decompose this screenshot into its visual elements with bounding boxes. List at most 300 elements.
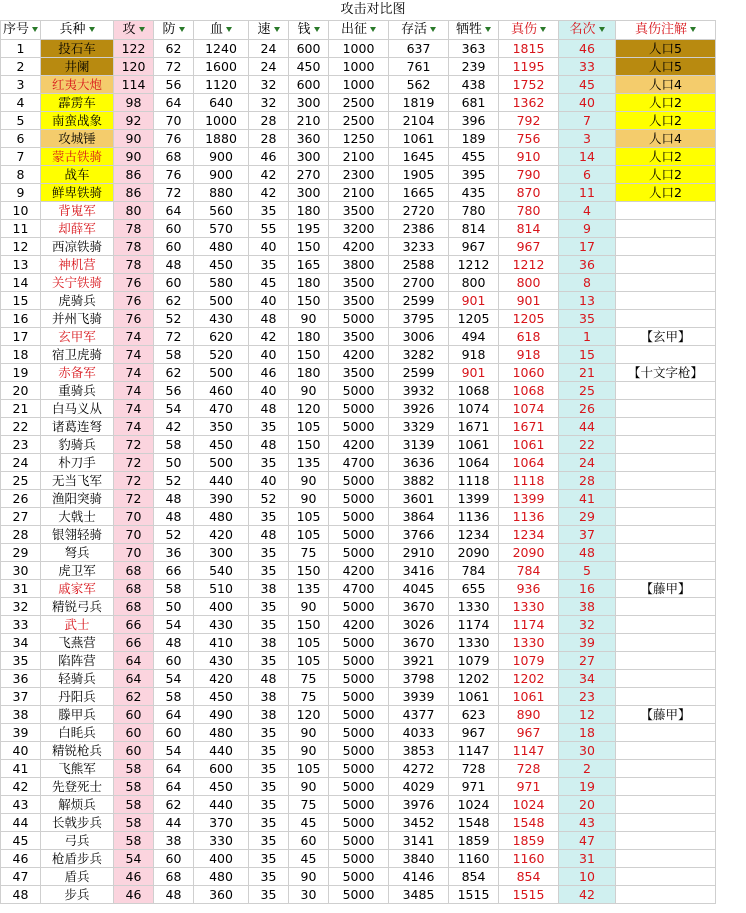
header-defense[interactable] [154,21,194,40]
cell-cost[interactable]: 180 [289,328,329,346]
cell-id[interactable]: 48 [1,886,41,904]
cell-rank[interactable]: 7 [559,112,616,130]
cell-note[interactable]: 人口4 [616,130,716,148]
cell-alive[interactable]: 637 [389,40,449,58]
cell-hp[interactable]: 500 [194,292,249,310]
cell-cost[interactable]: 180 [289,202,329,220]
cell-defense[interactable]: 52 [154,310,194,328]
cell-true-damage[interactable]: 1671 [499,418,559,436]
cell-cost[interactable]: 90 [289,382,329,400]
cell-lost[interactable]: 1136 [449,508,499,526]
cell-cost[interactable]: 90 [289,868,329,886]
cell-attack[interactable]: 86 [114,184,154,202]
cell-attack[interactable]: 74 [114,364,154,382]
cell-speed[interactable]: 38 [249,706,289,724]
cell-rank[interactable]: 14 [559,148,616,166]
cell-speed[interactable]: 28 [249,112,289,130]
cell-defense[interactable]: 62 [154,364,194,382]
cell-cost[interactable]: 300 [289,148,329,166]
cell-speed[interactable]: 48 [249,526,289,544]
cell-id[interactable]: 38 [1,706,41,724]
cell-deploy[interactable]: 5000 [329,742,389,760]
cell-deploy[interactable]: 5000 [329,634,389,652]
cell-unit-name[interactable]: 虎卫军 [41,562,114,580]
cell-deploy[interactable]: 1000 [329,76,389,94]
cell-attack[interactable]: 70 [114,508,154,526]
cell-lost[interactable]: 814 [449,220,499,238]
cell-hp[interactable]: 440 [194,472,249,490]
filter-dropdown-icon[interactable] [89,27,95,32]
cell-lost[interactable]: 967 [449,238,499,256]
cell-true-damage[interactable]: 780 [499,202,559,220]
cell-alive[interactable]: 3795 [389,310,449,328]
cell-note[interactable]: 【藤甲】 [616,706,716,724]
cell-speed[interactable]: 38 [249,634,289,652]
cell-note[interactable] [616,256,716,274]
cell-attack[interactable]: 90 [114,130,154,148]
cell-note[interactable]: 人口4 [616,76,716,94]
cell-attack[interactable]: 64 [114,652,154,670]
cell-lost[interactable]: 1024 [449,796,499,814]
cell-alive[interactable]: 4272 [389,760,449,778]
cell-note[interactable]: 人口2 [616,184,716,202]
cell-true-damage[interactable]: 1859 [499,832,559,850]
cell-cost[interactable]: 75 [289,688,329,706]
cell-lost[interactable]: 1399 [449,490,499,508]
cell-hp[interactable]: 430 [194,652,249,670]
cell-defense[interactable]: 54 [154,742,194,760]
cell-id[interactable]: 37 [1,688,41,706]
cell-lost[interactable]: 189 [449,130,499,148]
cell-hp[interactable]: 540 [194,562,249,580]
cell-defense[interactable]: 60 [154,850,194,868]
cell-defense[interactable]: 48 [154,886,194,904]
cell-rank[interactable]: 1 [559,328,616,346]
cell-true-damage[interactable]: 910 [499,148,559,166]
cell-attack[interactable]: 74 [114,400,154,418]
cell-lost[interactable]: 1068 [449,382,499,400]
cell-id[interactable]: 39 [1,724,41,742]
cell-true-damage[interactable]: 1061 [499,688,559,706]
cell-cost[interactable]: 150 [289,436,329,454]
cell-defense[interactable]: 48 [154,256,194,274]
header-cost[interactable] [289,21,329,40]
cell-attack[interactable]: 120 [114,58,154,76]
cell-attack[interactable]: 60 [114,706,154,724]
cell-true-damage[interactable]: 1330 [499,634,559,652]
cell-note[interactable] [616,760,716,778]
cell-deploy[interactable]: 1000 [329,58,389,76]
cell-unit-name[interactable]: 关宁铁骑 [41,274,114,292]
cell-id[interactable]: 7 [1,148,41,166]
cell-speed[interactable]: 38 [249,580,289,598]
cell-true-damage[interactable]: 890 [499,706,559,724]
cell-lost[interactable]: 1859 [449,832,499,850]
header-alive[interactable] [389,21,449,40]
cell-cost[interactable]: 180 [289,364,329,382]
cell-rank[interactable]: 39 [559,634,616,652]
cell-id[interactable]: 1 [1,40,41,58]
cell-speed[interactable]: 35 [249,796,289,814]
cell-speed[interactable]: 48 [249,400,289,418]
cell-deploy[interactable]: 5000 [329,832,389,850]
cell-id[interactable]: 27 [1,508,41,526]
cell-cost[interactable]: 600 [289,76,329,94]
cell-id[interactable]: 31 [1,580,41,598]
cell-true-damage[interactable]: 1362 [499,94,559,112]
cell-lost[interactable]: 1671 [449,418,499,436]
cell-attack[interactable]: 74 [114,382,154,400]
cell-defense[interactable]: 64 [154,706,194,724]
cell-id[interactable]: 23 [1,436,41,454]
cell-id[interactable]: 16 [1,310,41,328]
cell-true-damage[interactable]: 814 [499,220,559,238]
cell-rank[interactable]: 28 [559,472,616,490]
cell-id[interactable]: 24 [1,454,41,472]
cell-rank[interactable]: 34 [559,670,616,688]
cell-unit-name[interactable]: 却薛军 [41,220,114,238]
cell-alive[interactable]: 3636 [389,454,449,472]
cell-hp[interactable]: 450 [194,256,249,274]
cell-hp[interactable]: 500 [194,364,249,382]
cell-attack[interactable]: 58 [114,814,154,832]
cell-cost[interactable]: 300 [289,184,329,202]
cell-attack[interactable]: 74 [114,346,154,364]
cell-rank[interactable]: 19 [559,778,616,796]
cell-speed[interactable]: 35 [249,724,289,742]
cell-rank[interactable]: 33 [559,58,616,76]
cell-note[interactable]: 人口2 [616,166,716,184]
cell-id[interactable]: 36 [1,670,41,688]
header-attack[interactable] [114,21,154,40]
cell-id[interactable]: 3 [1,76,41,94]
cell-attack[interactable]: 46 [114,868,154,886]
cell-speed[interactable]: 46 [249,364,289,382]
cell-true-damage[interactable]: 1024 [499,796,559,814]
cell-alive[interactable]: 3921 [389,652,449,670]
cell-note[interactable] [616,796,716,814]
cell-speed[interactable]: 35 [249,454,289,472]
cell-cost[interactable]: 150 [289,238,329,256]
cell-defense[interactable]: 62 [154,40,194,58]
cell-alive[interactable]: 3882 [389,472,449,490]
cell-attack[interactable]: 76 [114,292,154,310]
cell-rank[interactable]: 48 [559,544,616,562]
cell-true-damage[interactable]: 1074 [499,400,559,418]
cell-defense[interactable]: 58 [154,688,194,706]
cell-attack[interactable]: 58 [114,760,154,778]
cell-speed[interactable]: 35 [249,850,289,868]
cell-note[interactable] [616,436,716,454]
cell-unit-name[interactable]: 豹骑兵 [41,436,114,454]
cell-lost[interactable]: 1074 [449,400,499,418]
cell-attack[interactable]: 66 [114,634,154,652]
cell-true-damage[interactable]: 1174 [499,616,559,634]
cell-id[interactable]: 17 [1,328,41,346]
cell-hp[interactable]: 620 [194,328,249,346]
cell-deploy[interactable]: 3800 [329,256,389,274]
cell-id[interactable]: 21 [1,400,41,418]
cell-note[interactable]: 人口2 [616,148,716,166]
cell-speed[interactable]: 35 [249,256,289,274]
cell-defense[interactable]: 70 [154,112,194,130]
cell-speed[interactable]: 38 [249,688,289,706]
cell-id[interactable]: 26 [1,490,41,508]
cell-hp[interactable]: 1120 [194,76,249,94]
cell-cost[interactable]: 75 [289,544,329,562]
header-deploy[interactable] [329,21,389,40]
cell-lost[interactable]: 1160 [449,850,499,868]
cell-hp[interactable]: 880 [194,184,249,202]
cell-cost[interactable]: 135 [289,454,329,472]
cell-defense[interactable]: 72 [154,328,194,346]
cell-deploy[interactable]: 5000 [329,382,389,400]
cell-unit-name[interactable]: 飞燕营 [41,634,114,652]
cell-defense[interactable]: 76 [154,166,194,184]
cell-defense[interactable]: 62 [154,292,194,310]
cell-alive[interactable]: 2588 [389,256,449,274]
cell-defense[interactable]: 52 [154,526,194,544]
cell-defense[interactable]: 60 [154,220,194,238]
cell-speed[interactable]: 35 [249,508,289,526]
cell-id[interactable]: 10 [1,202,41,220]
cell-true-damage[interactable]: 971 [499,778,559,796]
cell-true-damage[interactable]: 1234 [499,526,559,544]
cell-hp[interactable]: 440 [194,796,249,814]
filter-dropdown-icon[interactable] [226,27,232,32]
cell-cost[interactable]: 105 [289,508,329,526]
cell-lost[interactable]: 918 [449,346,499,364]
cell-id[interactable]: 25 [1,472,41,490]
cell-id[interactable]: 28 [1,526,41,544]
cell-note[interactable] [616,688,716,706]
header-id[interactable] [1,21,41,40]
filter-dropdown-icon[interactable] [430,27,436,32]
cell-rank[interactable]: 13 [559,292,616,310]
cell-true-damage[interactable]: 1061 [499,436,559,454]
cell-id[interactable]: 2 [1,58,41,76]
cell-true-damage[interactable]: 1548 [499,814,559,832]
cell-true-damage[interactable]: 936 [499,580,559,598]
cell-speed[interactable]: 32 [249,76,289,94]
filter-dropdown-icon[interactable] [540,27,546,32]
filter-dropdown-icon[interactable] [139,27,145,32]
cell-note[interactable] [616,742,716,760]
cell-unit-name[interactable]: 武士 [41,616,114,634]
cell-cost[interactable]: 60 [289,832,329,850]
cell-true-damage[interactable]: 1160 [499,850,559,868]
cell-hp[interactable]: 600 [194,760,249,778]
cell-lost[interactable]: 494 [449,328,499,346]
cell-hp[interactable]: 560 [194,202,249,220]
cell-rank[interactable]: 8 [559,274,616,292]
cell-id[interactable]: 42 [1,778,41,796]
cell-id[interactable]: 14 [1,274,41,292]
cell-note[interactable] [616,238,716,256]
cell-alive[interactable]: 3853 [389,742,449,760]
cell-note[interactable] [616,544,716,562]
cell-speed[interactable]: 35 [249,886,289,904]
cell-unit-name[interactable]: 朴刀手 [41,454,114,472]
header-unit[interactable] [41,21,114,40]
cell-defense[interactable]: 68 [154,148,194,166]
cell-cost[interactable]: 45 [289,814,329,832]
cell-unit-name[interactable]: 戚家军 [41,580,114,598]
cell-rank[interactable]: 21 [559,364,616,382]
cell-true-damage[interactable]: 784 [499,562,559,580]
filter-dropdown-icon[interactable] [314,27,320,32]
cell-attack[interactable]: 72 [114,454,154,472]
cell-defense[interactable]: 38 [154,832,194,850]
cell-id[interactable]: 18 [1,346,41,364]
cell-lost[interactable]: 623 [449,706,499,724]
cell-deploy[interactable]: 5000 [329,652,389,670]
cell-deploy[interactable]: 2100 [329,184,389,202]
cell-lost[interactable]: 784 [449,562,499,580]
cell-hp[interactable]: 480 [194,724,249,742]
cell-hp[interactable]: 450 [194,688,249,706]
cell-lost[interactable]: 854 [449,868,499,886]
cell-note[interactable] [616,526,716,544]
cell-note[interactable] [616,850,716,868]
cell-unit-name[interactable]: 蒙古铁骑 [41,148,114,166]
cell-speed[interactable]: 35 [249,778,289,796]
cell-rank[interactable]: 2 [559,760,616,778]
cell-rank[interactable]: 45 [559,76,616,94]
cell-hp[interactable]: 390 [194,490,249,508]
cell-hp[interactable]: 440 [194,742,249,760]
cell-rank[interactable]: 27 [559,652,616,670]
cell-lost[interactable]: 2090 [449,544,499,562]
cell-unit-name[interactable]: 鲜卑铁骑 [41,184,114,202]
cell-id[interactable]: 13 [1,256,41,274]
cell-true-damage[interactable]: 618 [499,328,559,346]
cell-hp[interactable]: 640 [194,94,249,112]
cell-deploy[interactable]: 4200 [329,238,389,256]
cell-id[interactable]: 41 [1,760,41,778]
cell-id[interactable]: 8 [1,166,41,184]
cell-rank[interactable]: 25 [559,382,616,400]
cell-true-damage[interactable]: 918 [499,346,559,364]
cell-alive[interactable]: 3864 [389,508,449,526]
cell-unit-name[interactable]: 战车 [41,166,114,184]
cell-cost[interactable]: 135 [289,580,329,598]
cell-note[interactable]: 人口5 [616,40,716,58]
cell-true-damage[interactable]: 792 [499,112,559,130]
cell-true-damage[interactable]: 1330 [499,598,559,616]
cell-unit-name[interactable]: 弓兵 [41,832,114,850]
cell-alive[interactable]: 3452 [389,814,449,832]
cell-hp[interactable]: 400 [194,850,249,868]
cell-alive[interactable]: 2720 [389,202,449,220]
cell-hp[interactable]: 1600 [194,58,249,76]
cell-note[interactable] [616,886,716,904]
cell-speed[interactable]: 42 [249,184,289,202]
cell-rank[interactable]: 18 [559,724,616,742]
cell-cost[interactable]: 90 [289,598,329,616]
cell-deploy[interactable]: 5000 [329,544,389,562]
cell-id[interactable]: 44 [1,814,41,832]
cell-deploy[interactable]: 4200 [329,562,389,580]
cell-deploy[interactable]: 1000 [329,40,389,58]
cell-defense[interactable]: 64 [154,94,194,112]
cell-hp[interactable]: 1240 [194,40,249,58]
cell-defense[interactable]: 60 [154,238,194,256]
cell-defense[interactable]: 64 [154,760,194,778]
cell-id[interactable]: 4 [1,94,41,112]
cell-true-damage[interactable]: 1515 [499,886,559,904]
cell-alive[interactable]: 2104 [389,112,449,130]
cell-hp[interactable]: 470 [194,400,249,418]
cell-speed[interactable]: 40 [249,382,289,400]
cell-note[interactable] [616,724,716,742]
cell-true-damage[interactable]: 901 [499,292,559,310]
cell-hp[interactable]: 480 [194,868,249,886]
cell-defense[interactable]: 72 [154,184,194,202]
cell-attack[interactable]: 62 [114,688,154,706]
cell-attack[interactable]: 92 [114,112,154,130]
cell-note[interactable]: 人口2 [616,112,716,130]
cell-true-damage[interactable]: 1212 [499,256,559,274]
cell-unit-name[interactable]: 无当飞军 [41,472,114,490]
cell-defense[interactable]: 60 [154,274,194,292]
cell-cost[interactable]: 105 [289,634,329,652]
cell-alive[interactable]: 2599 [389,292,449,310]
cell-speed[interactable]: 24 [249,40,289,58]
cell-true-damage[interactable]: 1060 [499,364,559,382]
cell-rank[interactable]: 3 [559,130,616,148]
cell-defense[interactable]: 48 [154,490,194,508]
cell-hp[interactable]: 430 [194,616,249,634]
cell-id[interactable]: 46 [1,850,41,868]
cell-rank[interactable]: 32 [559,616,616,634]
cell-lost[interactable]: 971 [449,778,499,796]
cell-alive[interactable]: 3670 [389,634,449,652]
cell-rank[interactable]: 37 [559,526,616,544]
cell-attack[interactable]: 78 [114,256,154,274]
cell-cost[interactable]: 165 [289,256,329,274]
cell-hp[interactable]: 370 [194,814,249,832]
cell-id[interactable]: 5 [1,112,41,130]
cell-hp[interactable]: 1880 [194,130,249,148]
cell-lost[interactable]: 681 [449,94,499,112]
header-note[interactable] [616,21,716,40]
cell-lost[interactable]: 1147 [449,742,499,760]
cell-speed[interactable]: 48 [249,670,289,688]
cell-unit-name[interactable]: 攻城锤 [41,130,114,148]
cell-id[interactable]: 19 [1,364,41,382]
cell-attack[interactable]: 60 [114,742,154,760]
cell-defense[interactable]: 48 [154,634,194,652]
cell-deploy[interactable]: 5000 [329,598,389,616]
cell-cost[interactable]: 90 [289,472,329,490]
cell-true-damage[interactable]: 1068 [499,382,559,400]
cell-deploy[interactable]: 5000 [329,814,389,832]
cell-unit-name[interactable]: 先登死士 [41,778,114,796]
cell-alive[interactable]: 1061 [389,130,449,148]
cell-deploy[interactable]: 3500 [329,202,389,220]
cell-lost[interactable]: 780 [449,202,499,220]
cell-attack[interactable]: 66 [114,616,154,634]
cell-true-damage[interactable]: 1205 [499,310,559,328]
cell-note[interactable] [616,814,716,832]
cell-unit-name[interactable]: 西凉铁骑 [41,238,114,256]
cell-note[interactable] [616,778,716,796]
cell-alive[interactable]: 3939 [389,688,449,706]
cell-lost[interactable]: 901 [449,292,499,310]
cell-attack[interactable]: 58 [114,796,154,814]
cell-deploy[interactable]: 5000 [329,850,389,868]
